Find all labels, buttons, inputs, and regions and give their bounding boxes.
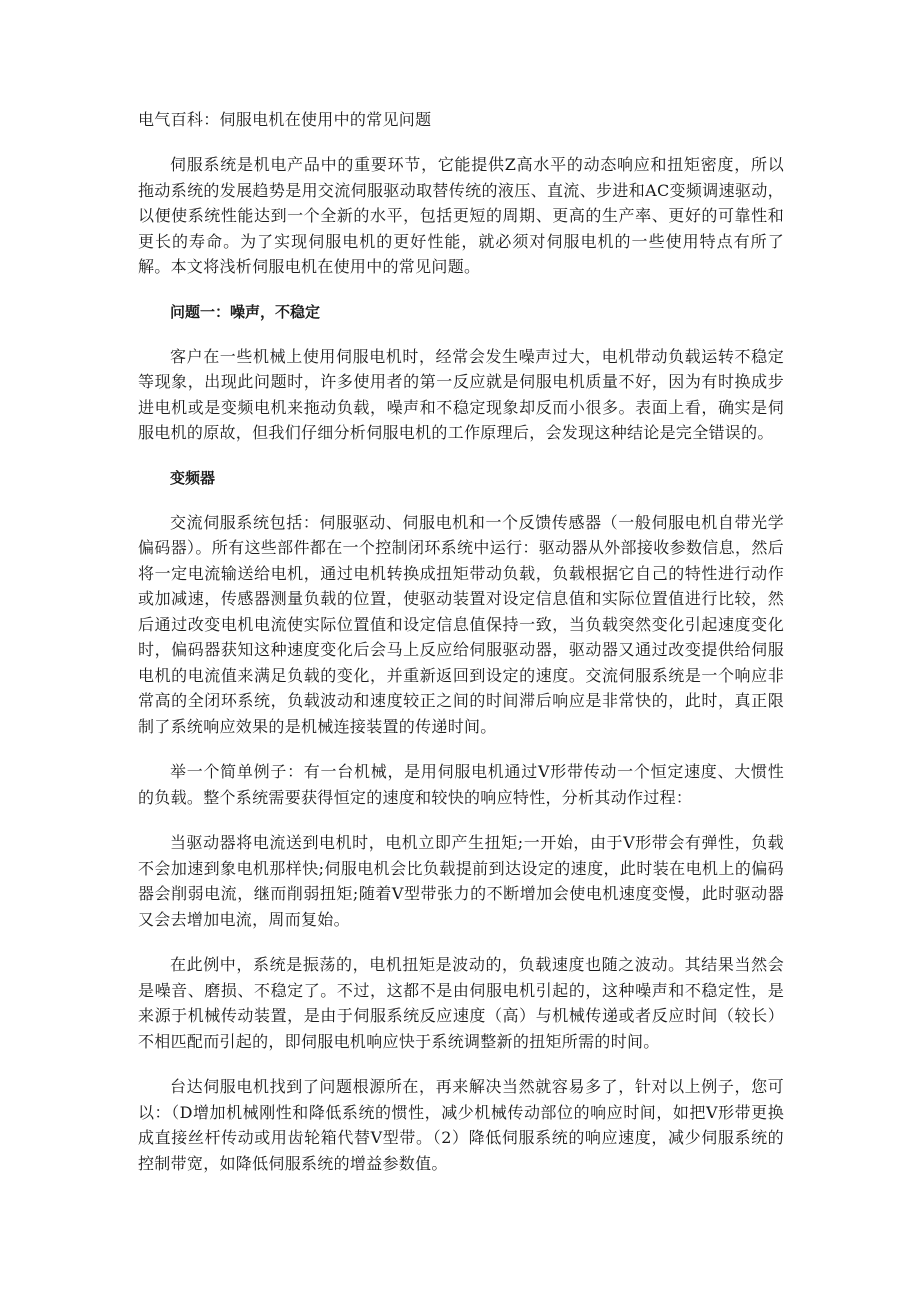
servo-system-paragraph: 交流伺服系统包括：伺服驱动、伺服电机和一个反馈传感器（一般伺服电机自带光学偏码器）。所有这些部件都在一个控制闭环系统中运行：驱动器从外部接收参数信息，然后将一定电流输送给电机，通过电机转换成扭矩带动负载，负载根据它自己的特性进行动作或加减速，传感器测量负载的位置，使驱动装置对设定信息值和实际位置值进行比较，然后通过改变电机电流使实际位置值和设定信息值保持一致，当负载突然变化引起速度变化时，偏码器获知这种速度变化后会马上反应给伺服驱动器，驱动器又通过改变提供给伺服电机的电流值来满足负载的变化，并重新返回到设定的速度。交流伺服系统是一个响应非常高的全闭环系统，负载波动和速度较正之间的时间滞后响应是非常快的，此时，真正限制了系统响应效果的是机械连接装置的传递时间。 (138, 512, 784, 736)
section-heading-noise: 问题一：噪声，不稳定 (170, 302, 321, 321)
intro-paragraph: 伺服系统是机电产品中的重要环节，它能提供Z高水平的动态响应和扭矩密度，所以拖动系统的发展趋势是用交流伺服驱动取替传统的液压、直流、步进和AC变频调速驱动，以便使系统性能达到一个全新的水平，包括更短的周期、更高的生产率、更好的可靠性和更长的寿命。为了实现伺服电机的更好性能，就必须对伺服电机的一些使用特点有所了解。本文将浅析伺服电机在使用中的常见问题。 (138, 155, 784, 276)
solution-paragraph: 台达伺服电机找到了问题根源所在，再来解决当然就容易多了，针对以上例子，您可以：（D增加机械刚性和降低系统的惯性，减少机械传动部位的响应时间，如把V形带更换成直接丝杆传动或用齿轮箱代替V型带。（2）降低伺服系统的响应速度，减少伺服系统的控制带宽，如降低伺服系统的增益参数值。 (138, 1077, 784, 1173)
drive-current-paragraph: 当驱动器将电流送到电机时，电机立即产生扭矩;一开始，由于V形带会有弹性，负载不会加速到象电机那样快;伺服电机会比负载提前到达设定的速度，此时装在电机上的偏码器会削弱电流，继而削弱扭矩;随着V型带张力的不断增加会使电机速度变慢，此时驱动器又会去增加电流，周而复始。 (138, 833, 784, 929)
section-heading-inverter: 变频器 (170, 468, 216, 487)
document-title: 电气百科：伺服电机在使用中的常见问题 (138, 110, 432, 129)
example-paragraph: 举一个简单例子：有一台机械，是用伺服电机通过V形带传动一个恒定速度、大惯性的负载。整个系统需要获得恒定的速度和较快的响应特性，分析其动作过程： (138, 762, 784, 807)
noise-paragraph: 客户在一些机械上使用伺服电机时，经常会发生噪声过大，电机带动负载运转不稳定等现象，出现此问题时，许多使用者的第一反应就是伺服电机质量不好，因为有时换成步进电机或是变频电机来拖动负载，噪声和不稳定现象却反而小很多。表面上看，确实是伺服电机的原故，但我们仔细分析伺服电机的工作原理后，会发现这种结论是完全错误的。 (138, 346, 784, 442)
document-page (138, 108, 784, 1196)
oscillation-paragraph: 在此例中，系统是振荡的，电机扭矩是波动的，负载速度也随之波动。其结果当然会是噪音、磨损、不稳定了。不过，这都不是由伺服电机引起的，这种噪声和不稳定性，是来源于机械传动装置，是由于伺服系统反应速度（高）与机械传递或者反应时间（较长）不相匹配而引起的，即伺服电机响应快于系统调整新的扭矩所需的时间。 (138, 955, 784, 1051)
